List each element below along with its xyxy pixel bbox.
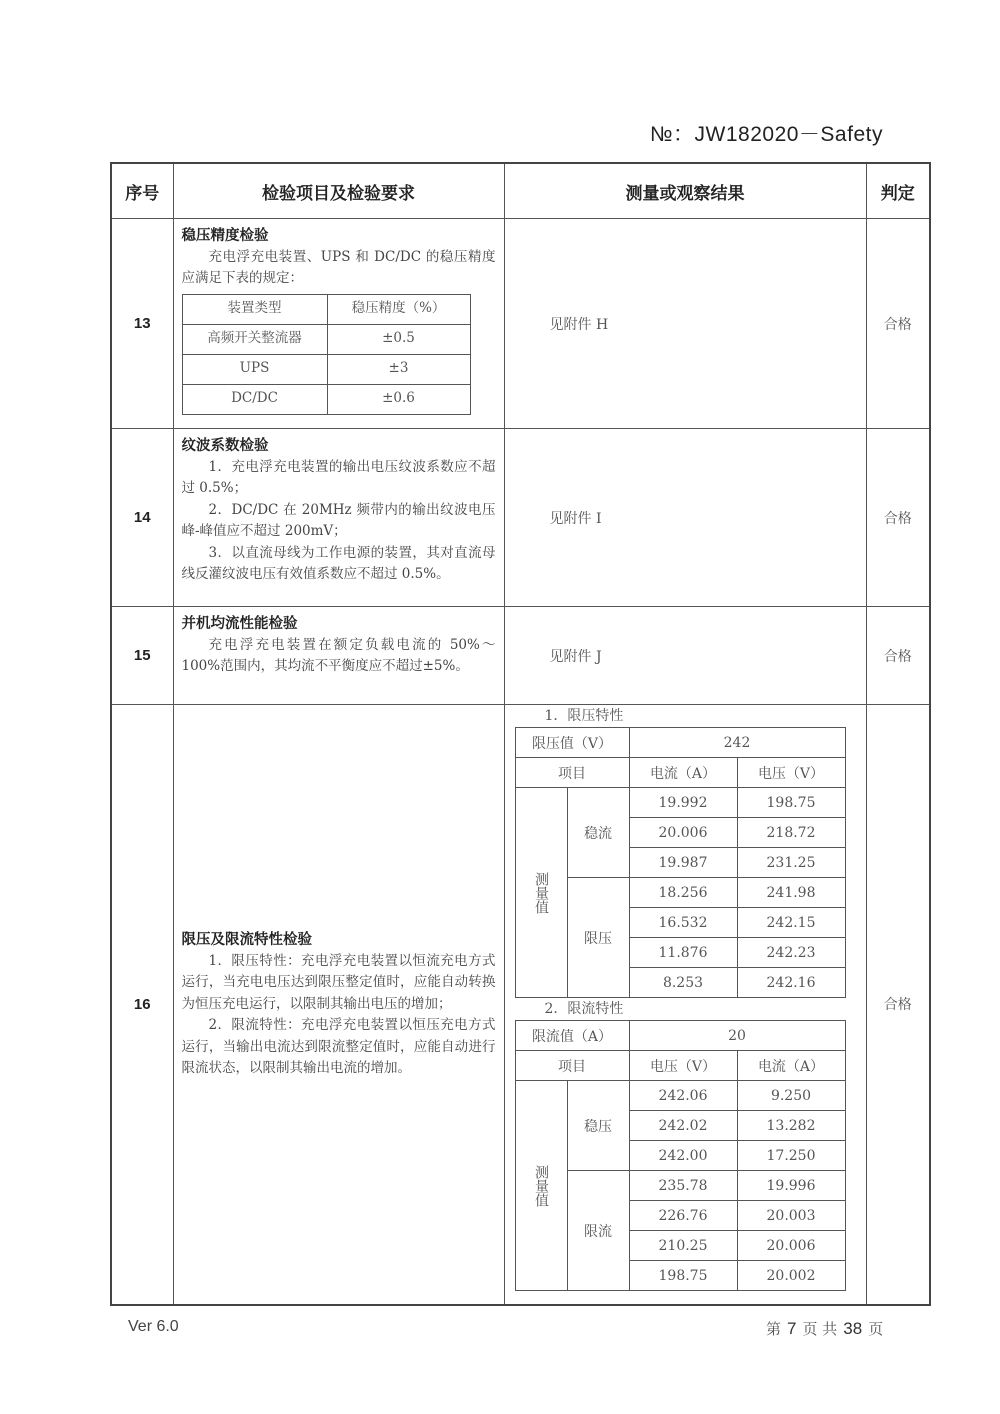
measurement-cell: 19.987 bbox=[629, 848, 737, 878]
row-result: 见附件 H bbox=[504, 219, 866, 429]
row-requirement bbox=[173, 429, 504, 607]
measurement-cell: 218.72 bbox=[737, 818, 845, 848]
inspection-table bbox=[110, 162, 931, 1306]
measurement-cell: 242.16 bbox=[737, 968, 845, 998]
column-header: 电流（A） bbox=[629, 758, 737, 788]
accuracy-table-cell: ±0.5 bbox=[327, 324, 470, 354]
row-verdict: 合格 bbox=[866, 607, 930, 705]
accuracy-table-header: 装置类型 bbox=[182, 294, 327, 324]
accuracy-table-cell: DC/DC bbox=[182, 384, 327, 414]
sub-label: 稳流 bbox=[567, 788, 629, 878]
item-paragraph: 1．充电浮充电装置的输出电压纹波系数应不超过 0.5%； bbox=[181, 458, 496, 496]
item-text: 充电浮充电装置在额定负载电流的 50%～100%范围内，其均流不平衡度应不超过±5%。 bbox=[181, 636, 496, 674]
measurement-cell: 11.876 bbox=[629, 938, 737, 968]
measurement-cell: 20.002 bbox=[737, 1261, 845, 1291]
item-label: 项目 bbox=[515, 1051, 629, 1081]
page-mid: 页 共 bbox=[802, 1320, 838, 1338]
measurement-cell: 20.006 bbox=[629, 818, 737, 848]
group-label: 测量值 bbox=[515, 1081, 567, 1291]
measurement-cell: 8.253 bbox=[629, 968, 737, 998]
current-limit-table bbox=[515, 1020, 846, 1291]
voltage-limit-table bbox=[515, 727, 846, 998]
column-header: 电流（A） bbox=[737, 1051, 845, 1081]
setting-label: 限流值（A） bbox=[515, 1021, 629, 1051]
row-seq: 16 bbox=[111, 705, 173, 1305]
table-row bbox=[111, 607, 930, 705]
accuracy-table-cell: ±0.6 bbox=[327, 384, 470, 414]
page-total: 38 bbox=[843, 1319, 863, 1338]
row-requirement bbox=[173, 219, 504, 429]
row-verdict: 合格 bbox=[866, 705, 930, 1305]
row-requirement bbox=[173, 705, 504, 1305]
setting-label: 限压值（V） bbox=[515, 728, 629, 758]
item-text: 充电浮充电装置、UPS 和 DC/DC 的稳压精度应满足下表的规定： bbox=[181, 248, 496, 286]
item-paragraph: 3．以直流母线为工作电源的装置，其对直流母线反灌纹波电压有效值系数应不超过 0.5%。 bbox=[181, 544, 496, 582]
item-paragraph: 1．限压特性：充电浮充电装置以恒流充电方式运行，当充电电压达到限压整定值时，应能自动转换为恒压充电运行，以限制其输出电压的增加； bbox=[181, 952, 496, 1012]
measurement-cell: 242.00 bbox=[629, 1141, 737, 1171]
item-title: 稳压精度检验 bbox=[181, 227, 269, 244]
measurement-cell: 198.75 bbox=[629, 1261, 737, 1291]
measurement-cell: 19.992 bbox=[629, 788, 737, 818]
row-seq: 15 bbox=[111, 607, 173, 705]
column-header: 电压（V） bbox=[629, 1051, 737, 1081]
row-verdict: 合格 bbox=[866, 429, 930, 607]
measurement-cell: 13.282 bbox=[737, 1111, 845, 1141]
accuracy-table-header: 稳压精度（%） bbox=[327, 294, 470, 324]
measurement-cell: 226.76 bbox=[629, 1201, 737, 1231]
measurement-cell: 231.25 bbox=[737, 848, 845, 878]
page-number: 7 bbox=[787, 1319, 797, 1338]
item-paragraph: 2．限流特性：充电浮充电装置以恒压充电方式运行，当输出电流达到限流整定值时，应能自动进行限流状态，以限制其输出电流的增加。 bbox=[181, 1017, 496, 1076]
row-verdict: 合格 bbox=[866, 219, 930, 429]
item-paragraph: 2．DC/DC 在 20MHz 频带内的输出纹波电压峰-峰值应不超过 200mV； bbox=[181, 501, 496, 539]
setting-value: 20 bbox=[629, 1021, 845, 1051]
measurement-cell: 242.02 bbox=[629, 1111, 737, 1141]
measurement-cell: 20.006 bbox=[737, 1231, 845, 1261]
sub-label: 稳压 bbox=[567, 1081, 629, 1171]
accuracy-table-cell: 高频开关整流器 bbox=[182, 324, 327, 354]
voltage-limit-title: 1．限压特性 bbox=[544, 708, 624, 724]
page-suffix: 页 bbox=[868, 1320, 884, 1338]
measurement-cell: 241.98 bbox=[737, 878, 845, 908]
measurement-cell: 242.15 bbox=[737, 908, 845, 938]
header-seq: 序号 bbox=[111, 163, 173, 219]
page-indicator bbox=[766, 1318, 883, 1339]
measurement-cell: 18.256 bbox=[629, 878, 737, 908]
row-result: 见附件 J bbox=[504, 607, 866, 705]
table-header-row bbox=[111, 163, 930, 219]
header-item: 检验项目及检验要求 bbox=[173, 163, 504, 219]
document-number: №：JW182020－Safety bbox=[650, 123, 883, 146]
item-label: 项目 bbox=[515, 758, 629, 788]
measurement-cell: 210.25 bbox=[629, 1231, 737, 1261]
table-row bbox=[111, 219, 930, 429]
measurement-cell: 19.996 bbox=[737, 1171, 845, 1201]
table-row bbox=[111, 705, 930, 1305]
group-label: 测量值 bbox=[515, 788, 567, 998]
measurement-cell: 242.06 bbox=[629, 1081, 737, 1111]
item-title: 并机均流性能检验 bbox=[181, 615, 298, 632]
page-prefix: 第 bbox=[766, 1320, 782, 1338]
measurement-cell: 9.250 bbox=[737, 1081, 845, 1111]
measurement-cell: 20.003 bbox=[737, 1201, 845, 1231]
setting-value: 242 bbox=[629, 728, 845, 758]
measurement-cell: 16.532 bbox=[629, 908, 737, 938]
item-title: 纹波系数检验 bbox=[181, 437, 269, 454]
column-header: 电压（V） bbox=[737, 758, 845, 788]
item-title: 限压及限流特性检验 bbox=[181, 931, 312, 948]
version-label: Ver 6.0 bbox=[128, 1318, 179, 1335]
accuracy-table bbox=[182, 294, 471, 415]
current-limit-title: 2．限流特性 bbox=[544, 1001, 624, 1017]
measurement-cell: 235.78 bbox=[629, 1171, 737, 1201]
accuracy-table-cell: UPS bbox=[182, 354, 327, 384]
measurement-cell: 198.75 bbox=[737, 788, 845, 818]
header-result: 测量或观察结果 bbox=[504, 163, 866, 219]
measurement-cell: 17.250 bbox=[737, 1141, 845, 1171]
row-result bbox=[504, 705, 866, 1305]
header-verdict: 判定 bbox=[866, 163, 930, 219]
row-seq: 13 bbox=[111, 219, 173, 429]
table-row bbox=[111, 429, 930, 607]
row-requirement bbox=[173, 607, 504, 705]
measurement-cell: 242.23 bbox=[737, 938, 845, 968]
row-result: 见附件 I bbox=[504, 429, 866, 607]
sub-label: 限压 bbox=[567, 878, 629, 998]
row-seq: 14 bbox=[111, 429, 173, 607]
sub-label: 限流 bbox=[567, 1171, 629, 1291]
accuracy-table-cell: ±3 bbox=[327, 354, 470, 384]
